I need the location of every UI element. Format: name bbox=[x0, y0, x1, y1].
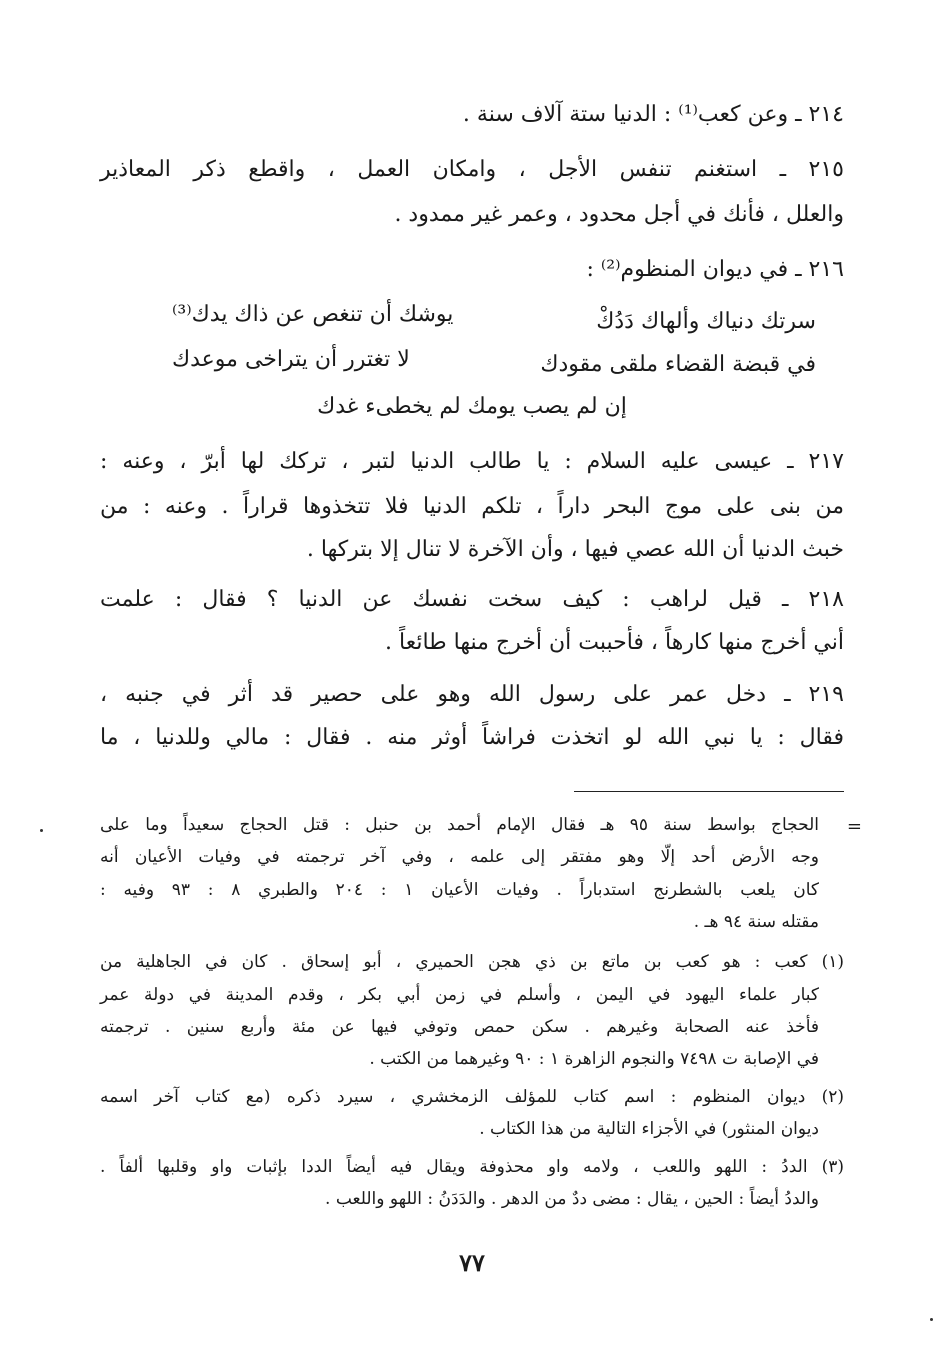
paragraph-217-line-1: ٢١٧ ـ عيسى عليه السلام : يا طالب الدنيا لتبر ، تركك لها أبرّ ، وعنه : bbox=[100, 449, 844, 474]
scan-speck bbox=[40, 829, 43, 832]
scan-speck bbox=[930, 1318, 933, 1321]
paragraph-218-line-2: أني أخرج منها كارهاً ، فأحببت أن أخرج منها طائعاً . bbox=[385, 630, 844, 655]
verse-1-first-hemistich: سرتك دنياك وألهاك دَدُكْ bbox=[596, 309, 816, 334]
footnote-1-line-1: (١) كعب : هو كعب بن ماتع بن ذي هجن الحميري ، أبو إسحاق . كان في الجاهلية من bbox=[100, 952, 844, 972]
footnote-continued-line-4: مقتله سنة ٩٤ هـ . bbox=[693, 912, 819, 932]
footnote-continued-line-2: وجه الأرض أحد إلّا وهو مفتقر إلى علمه ، وفي آخر ترجمته في وفيات الأعيان أنه bbox=[100, 847, 819, 867]
paragraph-219-line-2: فقال : يا نبي الله لو اتخذت فراشاً أوثر منه . فقال : مالي وللدنيا ، ما bbox=[100, 725, 844, 750]
verse-3: إن لم يصب يومك لم يخطىء غدك bbox=[317, 394, 627, 419]
paragraph-215-line-2: والعلل ، فأنك في أجل محدود ، وعمر غير ممدود . bbox=[394, 202, 844, 227]
paragraph-216: ٢١٦ ـ في ديوان المنظوم⁽²⁾ : bbox=[586, 257, 844, 282]
footnote-1-line-2: كبار علماء اليهود في اليمن ، وأسلم في زمن أبي بكر ، وقدم المدينة في دولة عمر bbox=[100, 985, 819, 1005]
page-number: ٧٧ bbox=[459, 1248, 485, 1277]
footnote-1-line-3: فأخذ عنه الصحابة وغيرهم . سكن حمص وتوفي فيها عن مئة وأربع سنين . ترجمته bbox=[100, 1017, 819, 1037]
verse-2-first-hemistich: في قبضة القضاء ملقى مقودك bbox=[540, 352, 816, 377]
paragraph-218-line-1: ٢١٨ ـ قيل لراهب : كيف سخت نفسك عن الدنيا ؟ فقال : علمت bbox=[100, 587, 844, 612]
paragraph-214: ٢١٤ ـ وعن كعب⁽¹⁾ : الدنيا ستة آلاف سنة . bbox=[462, 102, 844, 127]
footnote-3-line-2: والددُ أيضاً : الحين ، يقال : مضى ددٌ من الدهر . والدَدَنُ : اللهو واللعب . bbox=[325, 1189, 819, 1209]
paragraph-219-line-1: ٢١٩ ـ دخل عمر على رسول الله وهو على حصير قد أثر في جنبه ، bbox=[100, 682, 844, 707]
footnote-2-line-1: (٢) ديوان المنظوم : اسم كتاب للمؤلف الزمخشري ، سيرد ذكره (مع كتاب آخر اسمه bbox=[100, 1087, 844, 1107]
footnote-3-line-1: (٣) الددُ : اللهو واللعب ، ولامه واو محذوفة ويقال فيه أيضاً الددا بإثبات واو وقلبها ألفاً . bbox=[100, 1157, 844, 1177]
footnote-2-line-2: ديوان المنثور) في الأجزاء التالية من هذا الكتاب . bbox=[479, 1119, 819, 1139]
footnote-continued-line-1: الحجاج بواسط سنة ٩٥ هـ فقال الإمام أحمد بن حنبل : قتل الحجاج سعيداً وما على bbox=[100, 815, 819, 835]
footnote-separator bbox=[574, 791, 844, 792]
footnote-continuation-mark: = bbox=[846, 816, 862, 837]
paragraph-217-line-2: من بنى على موج البحر داراً ، تلكم الدنيا فلا تتخذوها قراراً . وعنه : من bbox=[100, 494, 844, 519]
paragraph-217-line-3: خبث الدنيا أن الله عصي فيها ، وأن الآخرة لا تنال إلا بتركها . bbox=[306, 537, 844, 562]
verse-1-second-hemistich: يوشك أن تنغص عن ذاك يدك⁽³⁾ bbox=[172, 302, 454, 327]
footnote-continued-line-3: كان يلعب بالشطرنج استدباراً . وفيات الأعيان ١ : ٢٠٤ والطبري ٨ : ٩٣ وفيه : bbox=[100, 880, 819, 900]
verse-2-second-hemistich: لا تغترر أن يتراخى موعدك bbox=[172, 347, 410, 372]
paragraph-215-line-1: ٢١٥ ـ استغنم تنفس الأجل ، وامكان العمل ، واقطع ذكر المعاذير bbox=[100, 157, 844, 182]
footnote-1-line-4: في الإصابة ت ٧٤٩٨ والنجوم الزاهرة ١ : ٩٠ وغيرهما من الكتب . bbox=[369, 1049, 819, 1069]
